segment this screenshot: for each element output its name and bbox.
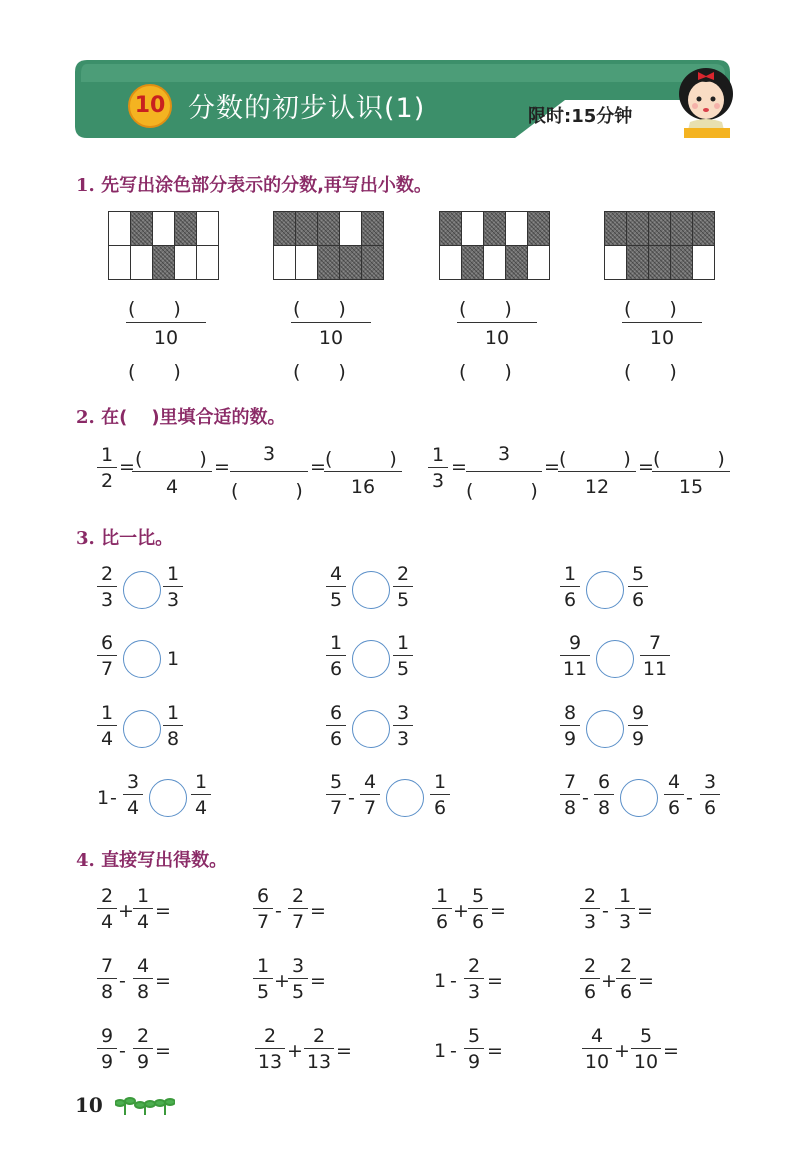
q3-r4-fraction: 4 6: [664, 771, 684, 819]
q4-equals: =: [310, 970, 326, 992]
q4-fraction: 2 4: [97, 885, 117, 933]
sprout-icon: [115, 1095, 175, 1117]
q4-fraction: 3 5: [288, 955, 308, 1003]
q1-grid-4: [604, 211, 715, 280]
q4-equals: =: [155, 970, 171, 992]
q4-whole-one: 1: [434, 970, 447, 992]
shaded-cell: [649, 246, 671, 280]
q1-fraction-denominator: 10: [484, 327, 510, 349]
q4-fraction: 2 6: [580, 955, 600, 1003]
shaded-cell: [153, 246, 175, 280]
q3-r4-compare-circle-1[interactable]: [149, 779, 187, 817]
q3-r2-left-fraction: 9 11: [560, 632, 590, 680]
q4-minus: -: [275, 900, 282, 922]
q2-equals: =: [119, 456, 135, 478]
shaded-cell: [605, 212, 627, 246]
q3-r4-compare-circle-3[interactable]: [620, 779, 658, 817]
q4-fraction: 9 9: [97, 1025, 117, 1073]
q4-equals: =: [155, 900, 171, 922]
q2-eq2-blank-num-c[interactable]: ( ): [559, 448, 631, 470]
q2-eq1-fraction-a: 1 2: [97, 444, 117, 492]
q2-heading: 2. 在( )里填合适的数。: [76, 407, 286, 428]
q1-fraction-denominator: 10: [649, 327, 675, 349]
q2-eq2-blank-num-d[interactable]: ( ): [653, 448, 725, 470]
q1-fraction-denominator: 10: [318, 327, 344, 349]
shaded-cell: [318, 212, 340, 246]
q4-fraction: 2 13: [255, 1025, 285, 1073]
q3-r1-compare-circle-2[interactable]: [352, 571, 390, 609]
shaded-cell: [296, 212, 318, 246]
shaded-cell: [649, 212, 671, 246]
q2-equals: =: [638, 456, 654, 478]
q1-fraction-numerator-blank[interactable]: ( ): [459, 298, 512, 320]
q3-r4-fraction: 7 8: [560, 771, 580, 819]
q3-r4-fraction: 6 8: [594, 771, 614, 819]
q4-plus: +: [274, 970, 290, 992]
q1-grid-2: [273, 211, 384, 280]
q4-fraction: 4 8: [133, 955, 153, 1003]
q3-minus: -: [582, 787, 589, 809]
blank-cell: [109, 212, 131, 246]
q3-r2-left-fraction: 1 6: [326, 632, 346, 680]
shaded-cell: [440, 212, 462, 246]
q3-r2-right-fraction: 7 11: [640, 632, 670, 680]
q1-grid-1: [108, 211, 219, 280]
q4-fraction: 1 5: [253, 955, 273, 1003]
q3-r4-fraction: 1 6: [430, 771, 450, 819]
q3-r3-right-fraction: 3 3: [393, 702, 413, 750]
blank-cell: [440, 246, 462, 280]
q3-r4-fraction: 3 4: [123, 771, 143, 819]
q1-heading: 1. 先写出涂色部分表示的分数,再写出小数。: [76, 175, 432, 196]
shaded-cell: [627, 246, 649, 280]
q4-plus: +: [601, 970, 617, 992]
q3-r4-fraction: 1 4: [191, 771, 211, 819]
shaded-cell: [462, 246, 484, 280]
q1-decimal-blank[interactable]: ( ): [293, 361, 346, 383]
blank-cell: [605, 246, 627, 280]
shaded-cell: [274, 212, 296, 246]
shaded-cell: [362, 212, 384, 246]
q1-decimal-blank[interactable]: ( ): [459, 361, 512, 383]
q3-r4-fraction: 4 7: [360, 771, 380, 819]
shaded-cell: [318, 246, 340, 280]
q4-equals: =: [638, 970, 654, 992]
q4-fraction: 7 8: [97, 955, 117, 1003]
q2-equals: =: [544, 456, 560, 478]
blank-cell: [131, 246, 153, 280]
blank-cell: [506, 212, 528, 246]
q4-plus: +: [287, 1040, 303, 1062]
q4-fraction: 1 6: [432, 885, 452, 933]
q3-r3-left-fraction: 1 4: [97, 702, 117, 750]
fraction-bar: [291, 322, 371, 323]
q3-r3-right-fraction: 1 8: [163, 702, 183, 750]
blank-cell: [197, 246, 219, 280]
q4-fraction: 2 6: [616, 955, 636, 1003]
shaded-cell: [693, 212, 715, 246]
shaded-cell: [506, 246, 528, 280]
q4-equals: =: [487, 970, 503, 992]
q3-r1-right-fraction: 1 3: [163, 563, 183, 611]
q3-r3-compare-circle-1[interactable]: [123, 710, 161, 748]
q3-r1-right-fraction: 5 6: [628, 563, 648, 611]
shaded-cell: [484, 212, 506, 246]
q3-r4-whole-one: 1: [97, 787, 110, 809]
q4-minus: -: [450, 1040, 457, 1062]
q2-equals: =: [214, 456, 230, 478]
q3-r3-compare-circle-3[interactable]: [586, 710, 624, 748]
q4-heading: 4. 直接写出得数。: [76, 850, 228, 871]
shaded-cell: [671, 246, 693, 280]
q4-plus: +: [453, 900, 469, 922]
q4-fraction: 2 13: [304, 1025, 334, 1073]
shaded-cell: [528, 212, 550, 246]
q4-equals: =: [490, 900, 506, 922]
q3-r3-left-fraction: 8 9: [560, 702, 580, 750]
q4-plus: +: [614, 1040, 630, 1062]
blank-cell: [109, 246, 131, 280]
q2-eq1-blank-num-b[interactable]: ( ): [135, 448, 207, 470]
q4-fraction: 2 9: [133, 1025, 153, 1073]
q2-eq2-den-c: 12: [584, 476, 610, 498]
q3-r1-right-fraction: 2 5: [393, 563, 413, 611]
q1-fraction-denominator: 10: [153, 327, 179, 349]
lesson-title: 分数的初步认识(1): [188, 93, 426, 124]
q2-eq1-den-d: 16: [350, 476, 376, 498]
q1-fraction-numerator-blank[interactable]: ( ): [293, 298, 346, 320]
q4-equals: =: [663, 1040, 679, 1062]
q3-heading: 3. 比一比。: [76, 528, 174, 549]
lesson-number-badge: 10: [128, 84, 172, 128]
shaded-cell: [340, 246, 362, 280]
q1-decimal-blank[interactable]: ( ): [624, 361, 677, 383]
q2-eq2-num-b: 3: [497, 443, 511, 465]
q3-r2-right-fraction: 1 5: [393, 632, 413, 680]
q4-minus: -: [119, 1040, 126, 1062]
q3-r2-compare-circle-3[interactable]: [596, 640, 634, 678]
q4-minus: -: [450, 970, 457, 992]
shaded-cell: [175, 212, 197, 246]
q2-eq2-blank-den-b[interactable]: ( ): [466, 480, 538, 502]
q4-fraction: 1 4: [133, 885, 153, 933]
q4-fraction: 4 10: [582, 1025, 612, 1073]
blank-cell: [296, 246, 318, 280]
page-number: 10: [75, 1093, 103, 1117]
q2-eq1-den-b: 4: [165, 476, 179, 498]
q3-r1-left-fraction: 2 3: [97, 563, 117, 611]
q3-minus: -: [686, 787, 693, 809]
q4-minus: -: [119, 970, 126, 992]
q3-r4-compare-circle-2[interactable]: [386, 779, 424, 817]
q4-equals: =: [310, 900, 326, 922]
blank-cell: [462, 212, 484, 246]
girl-mascot-icon: [668, 62, 746, 140]
q2-eq1-num-c: 3: [262, 443, 276, 465]
q4-equals: =: [155, 1040, 171, 1062]
q3-r1-compare-circle-1[interactable]: [123, 571, 161, 609]
q4-fraction: 5 10: [631, 1025, 661, 1073]
q3-r3-left-fraction: 6 6: [326, 702, 346, 750]
q3-r2-left-fraction: 6 7: [97, 632, 117, 680]
blank-cell: [693, 246, 715, 280]
q2-eq1-blank-den-c[interactable]: ( ): [231, 480, 303, 502]
q2-eq2-den-d: 15: [678, 476, 704, 498]
q4-fraction: 2 7: [288, 885, 308, 933]
q4-fraction: 1 3: [615, 885, 635, 933]
q3-r2-right-number: 1: [167, 648, 180, 670]
q2-eq1-blank-num-d[interactable]: ( ): [325, 448, 397, 470]
time-limit: 限时:15分钟: [528, 106, 633, 127]
q4-minus: -: [602, 900, 609, 922]
q1-decimal-blank[interactable]: ( ): [128, 361, 181, 383]
q3-r4-fraction: 3 6: [700, 771, 720, 819]
shaded-cell: [671, 212, 693, 246]
shaded-cell: [627, 212, 649, 246]
blank-cell: [175, 246, 197, 280]
q4-fraction: 5 9: [464, 1025, 484, 1073]
blank-cell: [340, 212, 362, 246]
q3-r1-left-fraction: 4 5: [326, 563, 346, 611]
fraction-bar: [622, 322, 702, 323]
q2-eq2-fraction-a: 1 3: [428, 444, 448, 492]
q3-r1-compare-circle-3[interactable]: [586, 571, 624, 609]
q4-fraction: 5 6: [468, 885, 488, 933]
q4-equals: =: [336, 1040, 352, 1062]
fraction-bar: [457, 322, 537, 323]
q4-fraction: 2 3: [464, 955, 484, 1003]
q3-minus: -: [348, 787, 355, 809]
q3-r2-compare-circle-2[interactable]: [352, 640, 390, 678]
blank-cell: [274, 246, 296, 280]
shaded-cell: [131, 212, 153, 246]
q4-fraction: 2 3: [580, 885, 600, 933]
blank-cell: [153, 212, 175, 246]
q2-equals: =: [451, 456, 467, 478]
q1-fraction-numerator-blank[interactable]: ( ): [624, 298, 677, 320]
q1-fraction-numerator-blank[interactable]: ( ): [128, 298, 181, 320]
q4-equals: =: [487, 1040, 503, 1062]
q3-r2-compare-circle-1[interactable]: [123, 640, 161, 678]
q3-r4-fraction: 5 7: [326, 771, 346, 819]
q4-fraction: 6 7: [253, 885, 273, 933]
q3-r1-left-fraction: 1 6: [560, 563, 580, 611]
q1-grid-3: [439, 211, 550, 280]
shaded-cell: [362, 246, 384, 280]
q4-plus: +: [118, 900, 134, 922]
fraction-bar: [126, 322, 206, 323]
q4-whole-one: 1: [434, 1040, 447, 1062]
blank-cell: [197, 212, 219, 246]
q3-minus: -: [110, 787, 117, 809]
q4-equals: =: [637, 900, 653, 922]
q3-r3-compare-circle-2[interactable]: [352, 710, 390, 748]
q3-r3-right-fraction: 9 9: [628, 702, 648, 750]
blank-cell: [484, 246, 506, 280]
q2-equals: =: [310, 456, 326, 478]
blank-cell: [528, 246, 550, 280]
